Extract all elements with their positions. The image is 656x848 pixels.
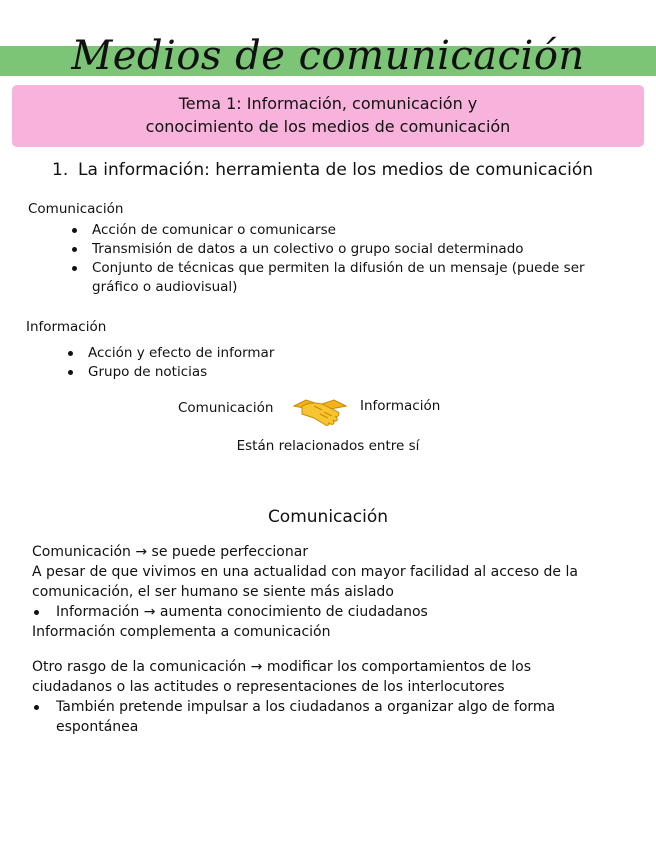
section-number: 1. <box>52 160 69 180</box>
handshake-icon <box>292 394 348 428</box>
relation-right-label: Información <box>360 398 441 414</box>
section-2-bullets <box>32 602 622 622</box>
list-item-text: Conjunto de técnicas que permiten la difusión de un mensaje (puede ser <box>92 260 585 276</box>
term-comunicacion: Comunicación <box>28 201 124 217</box>
paragraph-line: comunicación, el ser humano se siente más aislado <box>32 584 394 600</box>
list-item-text: También pretende impulsar a los ciudadanos a organizar algo de forma <box>56 699 556 715</box>
section-1-heading <box>52 158 593 182</box>
section-2-body <box>32 542 622 642</box>
page-title: Medios de comunicación <box>71 33 585 79</box>
list-item: Acción de comunicar o comunicarse <box>70 221 640 240</box>
topic-box <box>12 85 644 147</box>
section-2-heading: Comunicación <box>267 507 389 527</box>
section-title: La información: herramienta de los medios de comunicación <box>78 160 594 180</box>
list-item: Grupo de noticias <box>66 363 626 382</box>
list-item-text-continued: gráfico o audiovisual) <box>92 279 238 295</box>
paragraph-line: Otro rasgo de la comunicación → modificar los comportamientos de los <box>32 659 532 675</box>
list-item <box>32 697 622 737</box>
relation-caption: Están relacionados entre sí <box>236 438 420 454</box>
list-item-text-continued: espontánea <box>56 719 139 735</box>
section-2-bullets-2 <box>32 697 622 737</box>
paragraph-line: Información complementa a comunicación <box>32 624 331 640</box>
paragraph-line: Comunicación → se puede perfeccionar <box>32 544 309 560</box>
relation-left-label: Comunicación <box>178 400 274 416</box>
paragraph-line: ciudadanos o las actitudes o representaciones de los interlocutores <box>32 679 505 695</box>
term-informacion: Información <box>26 319 107 335</box>
comunicacion-definitions <box>70 221 640 297</box>
list-item: Acción y efecto de informar <box>66 344 626 363</box>
list-item: Información → aumenta conocimiento de ciudadanos <box>32 602 622 622</box>
topic-line-1: Tema 1: Información, comunicación y <box>178 94 478 113</box>
topic-line-2: conocimiento de los medios de comunicación <box>145 117 511 136</box>
list-item <box>70 259 640 297</box>
list-item: Transmisión de datos a un colectivo o grupo social determinado <box>70 240 640 259</box>
paragraph-line: A pesar de que vivimos en una actualidad con mayor facilidad al acceso de la <box>32 564 578 580</box>
section-2-body-continued <box>32 657 622 737</box>
informacion-definitions <box>66 344 626 382</box>
relation-row <box>0 396 656 426</box>
